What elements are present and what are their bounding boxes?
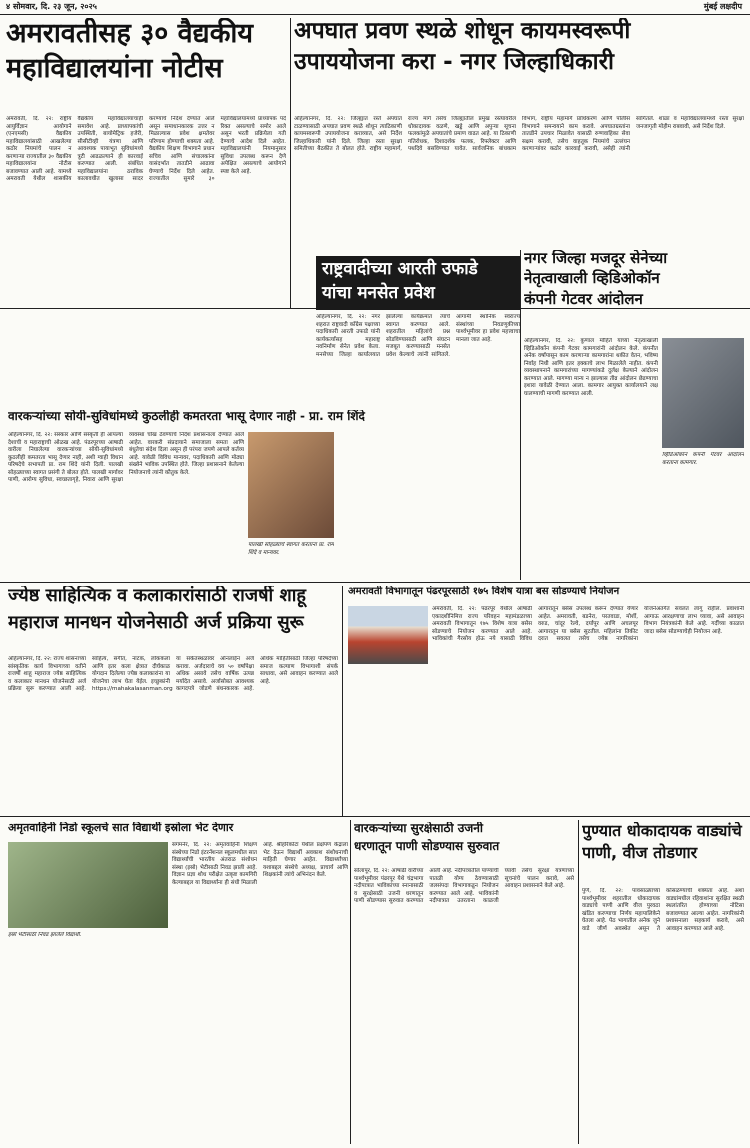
divider xyxy=(0,582,750,583)
story-headline-3: राष्ट्रवादीच्या आरती उफाडे यांचा मनसेत प्रवेश xyxy=(316,256,520,310)
story-headline-9: वारकऱ्यांच्या सुरक्षेसाठी उजनी धरणातून पाणी सोडण्यास सुरुवात xyxy=(354,822,500,853)
story-headline-10: पुण्यात धोकादायक वाड्यांचे पाणी, वीज तोडणार xyxy=(582,822,742,863)
page-date: ४ सोमवार, दि. २३ जून, २०२५ xyxy=(6,2,97,11)
divider xyxy=(0,816,750,817)
story-body-3: अहिल्यानगर, दि. २२: नगर शहरात राष्ट्रवादी काँग्रेस पक्षाच्या पदाधिकारी आरती उफाडे यांनी कार्यकर्त्यांसह महाराष्ट्र नवनिर्माण सेनेत प्रवेश केला. मनसेच्या जिल्हा कार्यालयात झालेल्या कार्यक्रमात त्यांचे स्वागत करण्यात आले. शहरातील महिलांचे प्रश्न सोडविण्यासाठी आणि संघटन मजबूत करण्यासाठी मनसेत प्रवेश केल्याचे त्यांनी सांगितले. आगामी स्थानिक स्वराज्य संस्थांच्या निवडणुकीच्या पार्श्वभूमीवर हा प्रवेश महत्त्वाचा मानला जात आहे. xyxy=(316,314,520,358)
story-headline-2: अपघात प्रवण स्थळे शोधून कायमस्वरूपी उपाययोजना करा - नगर जिल्हाधिकारी xyxy=(294,18,631,76)
story-body-10: पुणे, दि. २२: पावसाळ्याच्या पार्श्वभूमीवर शहरातील धोकादायक वाड्यांचे पाणी आणि वीज पुरवठा खंडित करण्याचा निर्णय महापालिकेने घेतला आहे. पेठ भागातील अनेक जुने वाडे जीर्ण अवस्थेत असून ते कोसळण्याची शक्यता आहे. अशा वाड्यांमधील रहिवाशांना सुरक्षित स्थळी स्थलांतरित होण्याच्या नोटिसा बजावण्यात आल्या आहेत. नागरिकांनी प्रशासनाला सहकार्य करावे, असे आवाहन करण्यात आले आहे. xyxy=(582,888,744,932)
photo-caption: पालखी सोहळ्याचे स्वागत करताना प्रा. राम शिंदे व मान्यवर. xyxy=(248,542,334,556)
bus-photo xyxy=(348,606,428,664)
divider xyxy=(578,820,579,1144)
story-headline-6: ज्येष्ठ साहित्यिक व कलाकारांसाठी राजर्षी शाहू महाराज मानधन योजनेसाठी अर्ज प्रक्रिया सुरू xyxy=(8,586,306,633)
story-body-6: अहिल्यानगर, दि. २२: राज्य शासनाच्या सांस्कृतिक कार्य विभागाच्या वतीने राजर्षी शाहू महाराज ज्येष्ठ साहित्यिक व कलाकार मानधन योजनेसाठी अर्ज प्रक्रिया सुरू करण्यात आली आहे. साहित्य, संगीत, नाटक, लोककला आणि इतर कला क्षेत्रात दीर्घकाळ योगदान दिलेल्या ज्येष्ठ कलाकारांना या योजनेचा लाभ घेता येईल. इच्छुकांनी https://mahakalasanman.org या संकेतस्थळावर ऑनलाईन अर्ज करावा. अर्जदाराचे वय ५० वर्षांपेक्षा अधिक असावे तसेच वार्षिक उत्पन्न मर्यादेत असावे. अर्जासोबत आवश्यक कागदपत्रे जोडणे बंधनकारक आहे. अधिक माहितीसाठी जिल्हा परिषदेच्या समाज कल्याण विभागाशी संपर्क साधावा, असे आवाहन करण्यात आले आहे. xyxy=(8,656,338,693)
masthead-bar xyxy=(0,0,750,14)
palkhi-photo xyxy=(248,432,334,538)
divider xyxy=(342,586,343,816)
story-body-4: अहिल्यानगर, दि. २२: कुणाल मोहिते यांच्या नेतृत्वाखाली व्हिडिओकॉन कंपनी गेटवर कामगारांनी आंदोलन केले. कंपनीत अनेक वर्षांपासून काम करणाऱ्या कामगारांना थकीत वेतन, भविष्य निर्वाह निधी आणि इतर हक्काचे लाभ मिळालेले नाहीत. कंपनी व्यवस्थापनाने कामगारांच्या मागण्यांकडे दुर्लक्ष केल्याने आंदोलन करण्यात आले. मागण्या मान्य न झाल्यास तीव्र आंदोलन छेडण्याचा इशारा यावेळी देण्यात आला. कामगार आयुक्त कार्यालयाने लक्ष घालण्याची मागणी करण्यात आली. xyxy=(524,338,658,397)
story-headline-7: अमरावती विभागातून पंढरपूरसाठी १७५ विशेष यात्रा बस सोडण्याचे नियोजन xyxy=(348,586,620,597)
story-body-7: अमरावती, दि. २२: पंढरपूर येथील आषाढी एकादशीनिमित्त राज्य परिवहन महामंडळाच्या अमरावती विभागातून १७५ विशेष यात्रा बसेस सोडण्याचे नियोजन करण्यात आले आहे. भाविकांची गैरसोय होऊ नये यासाठी विविध आगारांतून बसेस उपलब्ध करून देण्यात येणार आहेत. अमरावती, बडनेरा, परतवाडा, मोर्शी, वरुड, चांदूर रेल्वे, दर्यापूर आणि अचलपूर आगारातून या बसेस सुटतील. महिलांना तिकीट दरात सवलत तसेच ज्येष्ठ नागरिकांना योजनेअंतर्गत सवलत लागू राहील. प्रवाशांनी आगाऊ आरक्षणाचा लाभ घ्यावा, असे आवाहन विभाग नियंत्रकांनी केले आहे. गर्दीच्या काळात जादा बसेस सोडण्याचेही नियोजन आहे. xyxy=(432,606,744,643)
protest-photo xyxy=(662,338,744,448)
story-headline-1: अमरावतीसह ३० वैद्यकीय महाविद्यालयांना नोटीस xyxy=(6,18,254,85)
story-body-9: सोलापूर, दि. २२: आषाढी वारीच्या पार्श्वभूमीवर पंढरपूर येथे चंद्रभागा नदीपात्रात भाविकांच्या स्नानासाठी व सुरक्षेसाठी उजनी धरणातून पाणी सोडण्यास सुरुवात करण्यात आली आहे. नदीपात्रातील पाण्याची पातळी योग्य ठेवण्यासाठी जलसंपदा विभागाकडून नियोजन करण्यात आले आहे. भाविकांनी नदीपात्रात उतरताना काळजी घ्यावी तसेच सुरक्षा यंत्रणांच्या सूचनांचे पालन करावे, असे आवाहन प्रशासनाने केले आहे. xyxy=(354,868,574,905)
photo-caption: इस्रो भेटीसाठी निवड झालेले विद्यार्थी. xyxy=(8,932,82,938)
story-headline-8: अमृतवाहिनी निडो स्कूलचे सात विद्यार्थी इस्रोला भेट देणार xyxy=(8,822,234,834)
photo-caption: व्हिडिओकॉन कंपनी गेटवर आंदोलन करताना कामगार. xyxy=(662,452,744,466)
divider xyxy=(520,250,521,580)
story-body-5: अहिल्यानगर, दि. २२: संस्कार आणि संस्कृती ही आपल्या देशाची व महाराष्ट्राची ओळख आहे. पंढरपूरच्या आषाढी वारीला निघालेल्या वारकऱ्यांच्या सोयी-सुविधांमध्ये कुठलीही कमतरता भासू देणार नाही, अशी ग्वाही विधान परिषदेचे सभापती प्रा. राम शिंदे यांनी दिली. पालखी सोहळ्याच्या स्वागत प्रसंगी ते बोलत होते. पालखी मार्गावर पाणी, आरोग्य सुविधा, स्वच्छतागृहे, निवारा आणि सुरक्षा व्यवस्था चोख ठेवण्याचे निर्देश प्रशासनाला देण्यात आले आहेत. वारकरी संप्रदायाने समाजाला समता आणि बंधुतेचा संदेश दिला असून ही परंपरा जपणे आपले कर्तव्य आहे. यावेळी विविध मान्यवर, पदाधिकारी आणि मोठ्या संख्येने भाविक उपस्थित होते. जिल्हा प्रशासनाने केलेल्या नियोजनाचे त्यांनी कौतुक केले. xyxy=(8,432,244,484)
story-body-2: अहिल्यानगर, दि. २२: जिल्ह्यात रस्ते अपघात टाळण्यासाठी अपघात प्रवण स्थळे शोधून त्याठिकाणी कायमस्वरूपी उपाययोजना कराव्यात, असे निर्देश जिल्हाधिकारी यांनी दिले. जिल्हा रस्ता सुरक्षा समितीच्या बैठकीत ते बोलत होते. राष्ट्रीय महामार्ग, राज्य मार्ग तसेच जिल्ह्यातील प्रमुख रस्त्यांवरील धोकादायक वळणे, खड्डे आणि अपुऱ्या सूचना फलकांमुळे अपघातांचे प्रमाण वाढत आहे. या ठिकाणी गतिरोधक, दिशादर्शक फलक, रिफ्लेक्टर आणि पथदिवे बसविण्यात यावेत. सार्वजनिक बांधकाम विभाग, राष्ट्रीय महामार्ग प्राधिकरण आणि पोलीस विभागाने समन्वयाने काम करावे. अपघातग्रस्तांना तातडीने उपचार मिळावेत यासाठी रुग्णवाहिका सेवा सक्षम करावी, तसेच वाहतूक नियमांचे उल्लंघन करणाऱ्यांवर कठोर कारवाई करावी, असेही त्यांनी सांगितले. शाळा व महाविद्यालयांमध्ये रस्ता सुरक्षा जनजागृती मोहीम राबवावी, असे निर्देश दिले. xyxy=(294,116,744,153)
divider xyxy=(0,14,750,15)
paper-name: मुंबई लक्षदीप xyxy=(703,2,742,11)
story-headline-5: वारकऱ्यांच्या सोयी-सुविधांमध्ये कुठलीही कमतरता भासू देणार नाही - प्रा. राम शिंदे xyxy=(8,410,365,423)
divider xyxy=(290,18,291,308)
story-body-5b xyxy=(338,432,518,580)
divider xyxy=(350,820,351,1144)
students-photo xyxy=(8,842,168,928)
story-body-8: संगमनेर, दि. २२: अमृतवाहिनी शिक्षण संस्थेच्या निडो इंटरनॅशनल स्कूलमधील सात विद्यार्थ्यांची भारतीय अंतराळ संशोधन संस्था (इस्रो) भेटीसाठी निवड झाली आहे. विज्ञान प्रज्ञा शोध परीक्षेत उत्कृष्ट कामगिरी केल्याबद्दल या विद्यार्थ्यांना ही संधी मिळाली आहे. श्रीहरिकोटा येथील प्रक्षेपण केंद्राला भेट देऊन विद्यार्थी अवकाश संशोधनाची माहिती घेणार आहेत. विद्यार्थ्यांच्या यशाबद्दल संस्थेचे अध्यक्ष, प्राचार्य आणि शिक्षकांनी त्यांचे अभिनंदन केले. xyxy=(172,842,348,886)
story-body-1: अमरावती, दि. २२: राष्ट्रीय आयुर्विज्ञान आयोगाने (एनएमसी) वैद्यकीय महाविद्यालयांसाठी आखलेल्या कठोर नियमांचे पालन न करणाऱ्या राज्यातील ३० वैद्यकीय महाविद्यालयांना नोटीस बजावण्यात आली आहे. यामध्ये अमरावती येथील शासकीय वैद्यकीय महाविद्यालयाचाही समावेश आहे. प्राध्यापकांची उपस्थिती, बायोमेट्रिक हजेरी, सीसीटीव्ही यंत्रणा आणि आवश्यक पायाभूत सुविधांमध्ये त्रुटी आढळल्याने ही कारवाई करण्यात आली. संबंधित महाविद्यालयांना ठराविक कालावधीत खुलासा सादर करण्याचे निर्देश देण्यात आले असून समाधानकारक उत्तर न मिळाल्यास प्रवेश क्षमतेवर परिणाम होण्याची शक्यता आहे. वैद्यकीय शिक्षण विभागाने प्रधान सचिव आणि संचालकांना यासंदर्भात तातडीने आढावा घेण्याचे निर्देश दिले आहेत. राज्यातील सुमारे ३० महाविद्यालयांमध्ये प्राध्यापक पदे रिक्त असल्याचे समोर आले असून भरती प्रक्रियेला गती देण्याचे आदेश दिले आहेत. महाविद्यालयांनी नियमानुसार सुविधा उपलब्ध करून देणे अपेक्षित असल्याचे आयोगाने स्पष्ट केले आहे. xyxy=(6,116,286,183)
story-headline-4: नगर जिल्हा मजदूर सेनेच्या नेतृत्वाखाली व्हिडिओकॉन कंपनी गेटवर आंदोलन xyxy=(524,250,668,308)
